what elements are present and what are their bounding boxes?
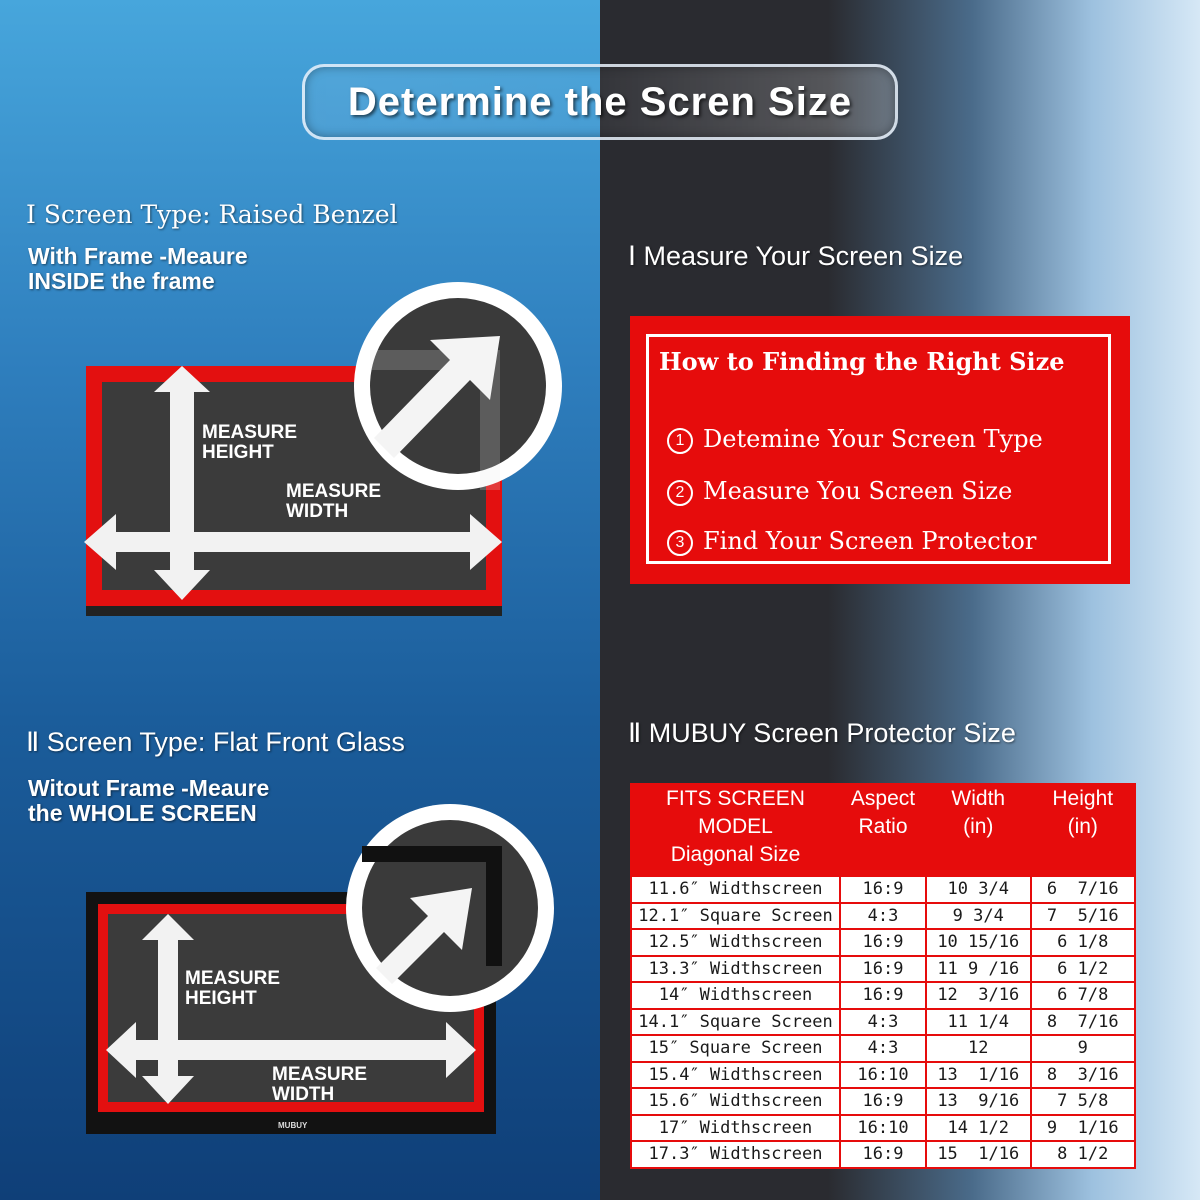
cell-width: 11 9 /16 <box>926 956 1030 983</box>
cell-model: 13.3″ Widthscreen <box>631 956 840 983</box>
page-title: Determine the Scren Size <box>347 80 853 124</box>
table-row <box>631 956 1135 983</box>
cell-width: 12 3/16 <box>926 982 1030 1009</box>
measure-width-label-1: MEASURE <box>272 1064 368 1085</box>
cell-height: 8 1/2 <box>1031 1141 1136 1168</box>
cell-ratio: 16:10 <box>840 1115 926 1142</box>
cell-model: 15.4″ Widthscreen <box>631 1062 840 1089</box>
measure-height-label-2: HEIGHT <box>202 442 274 463</box>
cell-ratio: 16:9 <box>840 982 926 1009</box>
cell-height: 8 3/16 <box>1031 1062 1136 1089</box>
measure-height-label-1: MEASURE <box>202 422 298 443</box>
how-to-title: How to Finding the Right Size <box>659 347 1065 376</box>
cell-height: 7 5/16 <box>1031 903 1136 930</box>
table-row <box>631 876 1135 903</box>
table-row <box>631 1141 1135 1168</box>
size-table <box>630 783 1136 1169</box>
cell-width: 14 1/2 <box>926 1115 1030 1142</box>
step-text: Measure You Screen Size <box>703 477 1013 505</box>
step-number: 3 <box>667 530 693 556</box>
cell-ratio: 16:9 <box>840 956 926 983</box>
table-header-row <box>631 783 1135 876</box>
step-text: Detemine Your Screen Type <box>703 425 1043 453</box>
table-row <box>631 1115 1135 1142</box>
cell-ratio: 16:9 <box>840 876 926 903</box>
col-header-ratio: Aspect Ratio <box>850 787 916 838</box>
section-heading-flat-glass: Ⅱ Screen Type: Flat Front Glass <box>26 727 405 757</box>
cell-model: 14.1″ Square Screen <box>631 1009 840 1036</box>
measure-width-label-1: MEASURE <box>286 481 382 502</box>
step-item <box>667 527 1036 556</box>
flat-glass-illustration <box>0 800 600 1140</box>
cell-ratio: 4:3 <box>840 1009 926 1036</box>
measure-height-label-1: MEASURE <box>185 968 281 989</box>
table-row <box>631 1062 1135 1089</box>
cell-ratio: 4:3 <box>840 1035 926 1062</box>
cell-width: 13 9/16 <box>926 1088 1030 1115</box>
how-to-box <box>630 316 1130 584</box>
step-text: Find Your Screen Protector <box>703 527 1037 555</box>
raised-bezel-illustration <box>0 270 600 630</box>
cell-width: 12 <box>926 1035 1030 1062</box>
step-item <box>667 477 1012 506</box>
cell-width: 10 3/4 <box>926 876 1030 903</box>
cell-model: 15″ Square Screen <box>631 1035 840 1062</box>
how-to-inner-frame <box>646 334 1111 564</box>
measure-width-label-2: WIDTH <box>286 501 349 522</box>
measure-height-label-2: HEIGHT <box>185 988 257 1009</box>
step-number: 2 <box>667 480 693 506</box>
col-header-height: Height (in) <box>1052 787 1114 838</box>
cell-width: 15 1/16 <box>926 1141 1030 1168</box>
cell-width: 10 15/16 <box>926 929 1030 956</box>
cell-height: 6 7/8 <box>1031 982 1136 1009</box>
cell-width: 9 3/4 <box>926 903 1030 930</box>
table-row <box>631 1088 1135 1115</box>
cell-model: 12.1″ Square Screen <box>631 903 840 930</box>
table-row <box>631 1009 1135 1036</box>
cell-model: 17″ Widthscreen <box>631 1115 840 1142</box>
table-row <box>631 982 1135 1009</box>
cell-model: 17.3″ Widthscreen <box>631 1141 840 1168</box>
cell-height: 9 1/16 <box>1031 1115 1136 1142</box>
section-heading-measure: Ⅰ Measure Your Screen Size <box>628 241 964 271</box>
brand-logo: MUBUY <box>278 1121 308 1130</box>
col-header-width: Width (in) <box>951 787 1006 838</box>
cell-width: 13 1/16 <box>926 1062 1030 1089</box>
cell-model: 14″ Widthscreen <box>631 982 840 1009</box>
section-subtext-flat-glass: Witout Frame -Meaure the WHOLE SCREEN <box>28 775 270 826</box>
table-row <box>631 1035 1135 1062</box>
measure-width-label-2: WIDTH <box>272 1084 335 1105</box>
cell-model: 12.5″ Widthscreen <box>631 929 840 956</box>
cell-height: 7 5/8 <box>1031 1088 1136 1115</box>
cell-height: 9 <box>1031 1035 1136 1062</box>
section-subtext-raised-bezel: With Frame -Meaure INSIDE the frame <box>28 243 248 294</box>
cell-height: 8 7/16 <box>1031 1009 1136 1036</box>
step-number: 1 <box>667 428 693 454</box>
cell-ratio: 16:9 <box>840 1088 926 1115</box>
title-banner <box>302 64 898 140</box>
table-row <box>631 903 1135 930</box>
section-heading-protector-size: Ⅱ MUBUY Screen Protector Size <box>628 718 1016 748</box>
step-item <box>667 425 1043 454</box>
cell-height: 6 1/2 <box>1031 956 1136 983</box>
cell-ratio: 4:3 <box>840 903 926 930</box>
cell-ratio: 16:10 <box>840 1062 926 1089</box>
cell-ratio: 16:9 <box>840 1141 926 1168</box>
cell-height: 6 7/16 <box>1031 876 1136 903</box>
cell-model: 11.6″ Widthscreen <box>631 876 840 903</box>
cell-height: 6 1/8 <box>1031 929 1136 956</box>
col-header-model: FITS SCREEN MODEL Diagonal Size <box>666 787 805 866</box>
table-row <box>631 929 1135 956</box>
cell-ratio: 16:9 <box>840 929 926 956</box>
cell-width: 11 1/4 <box>926 1009 1030 1036</box>
cell-model: 15.6″ Widthscreen <box>631 1088 840 1115</box>
section-heading-raised-bezel: Ⅰ Screen Type: Raised Benzel <box>26 200 398 229</box>
